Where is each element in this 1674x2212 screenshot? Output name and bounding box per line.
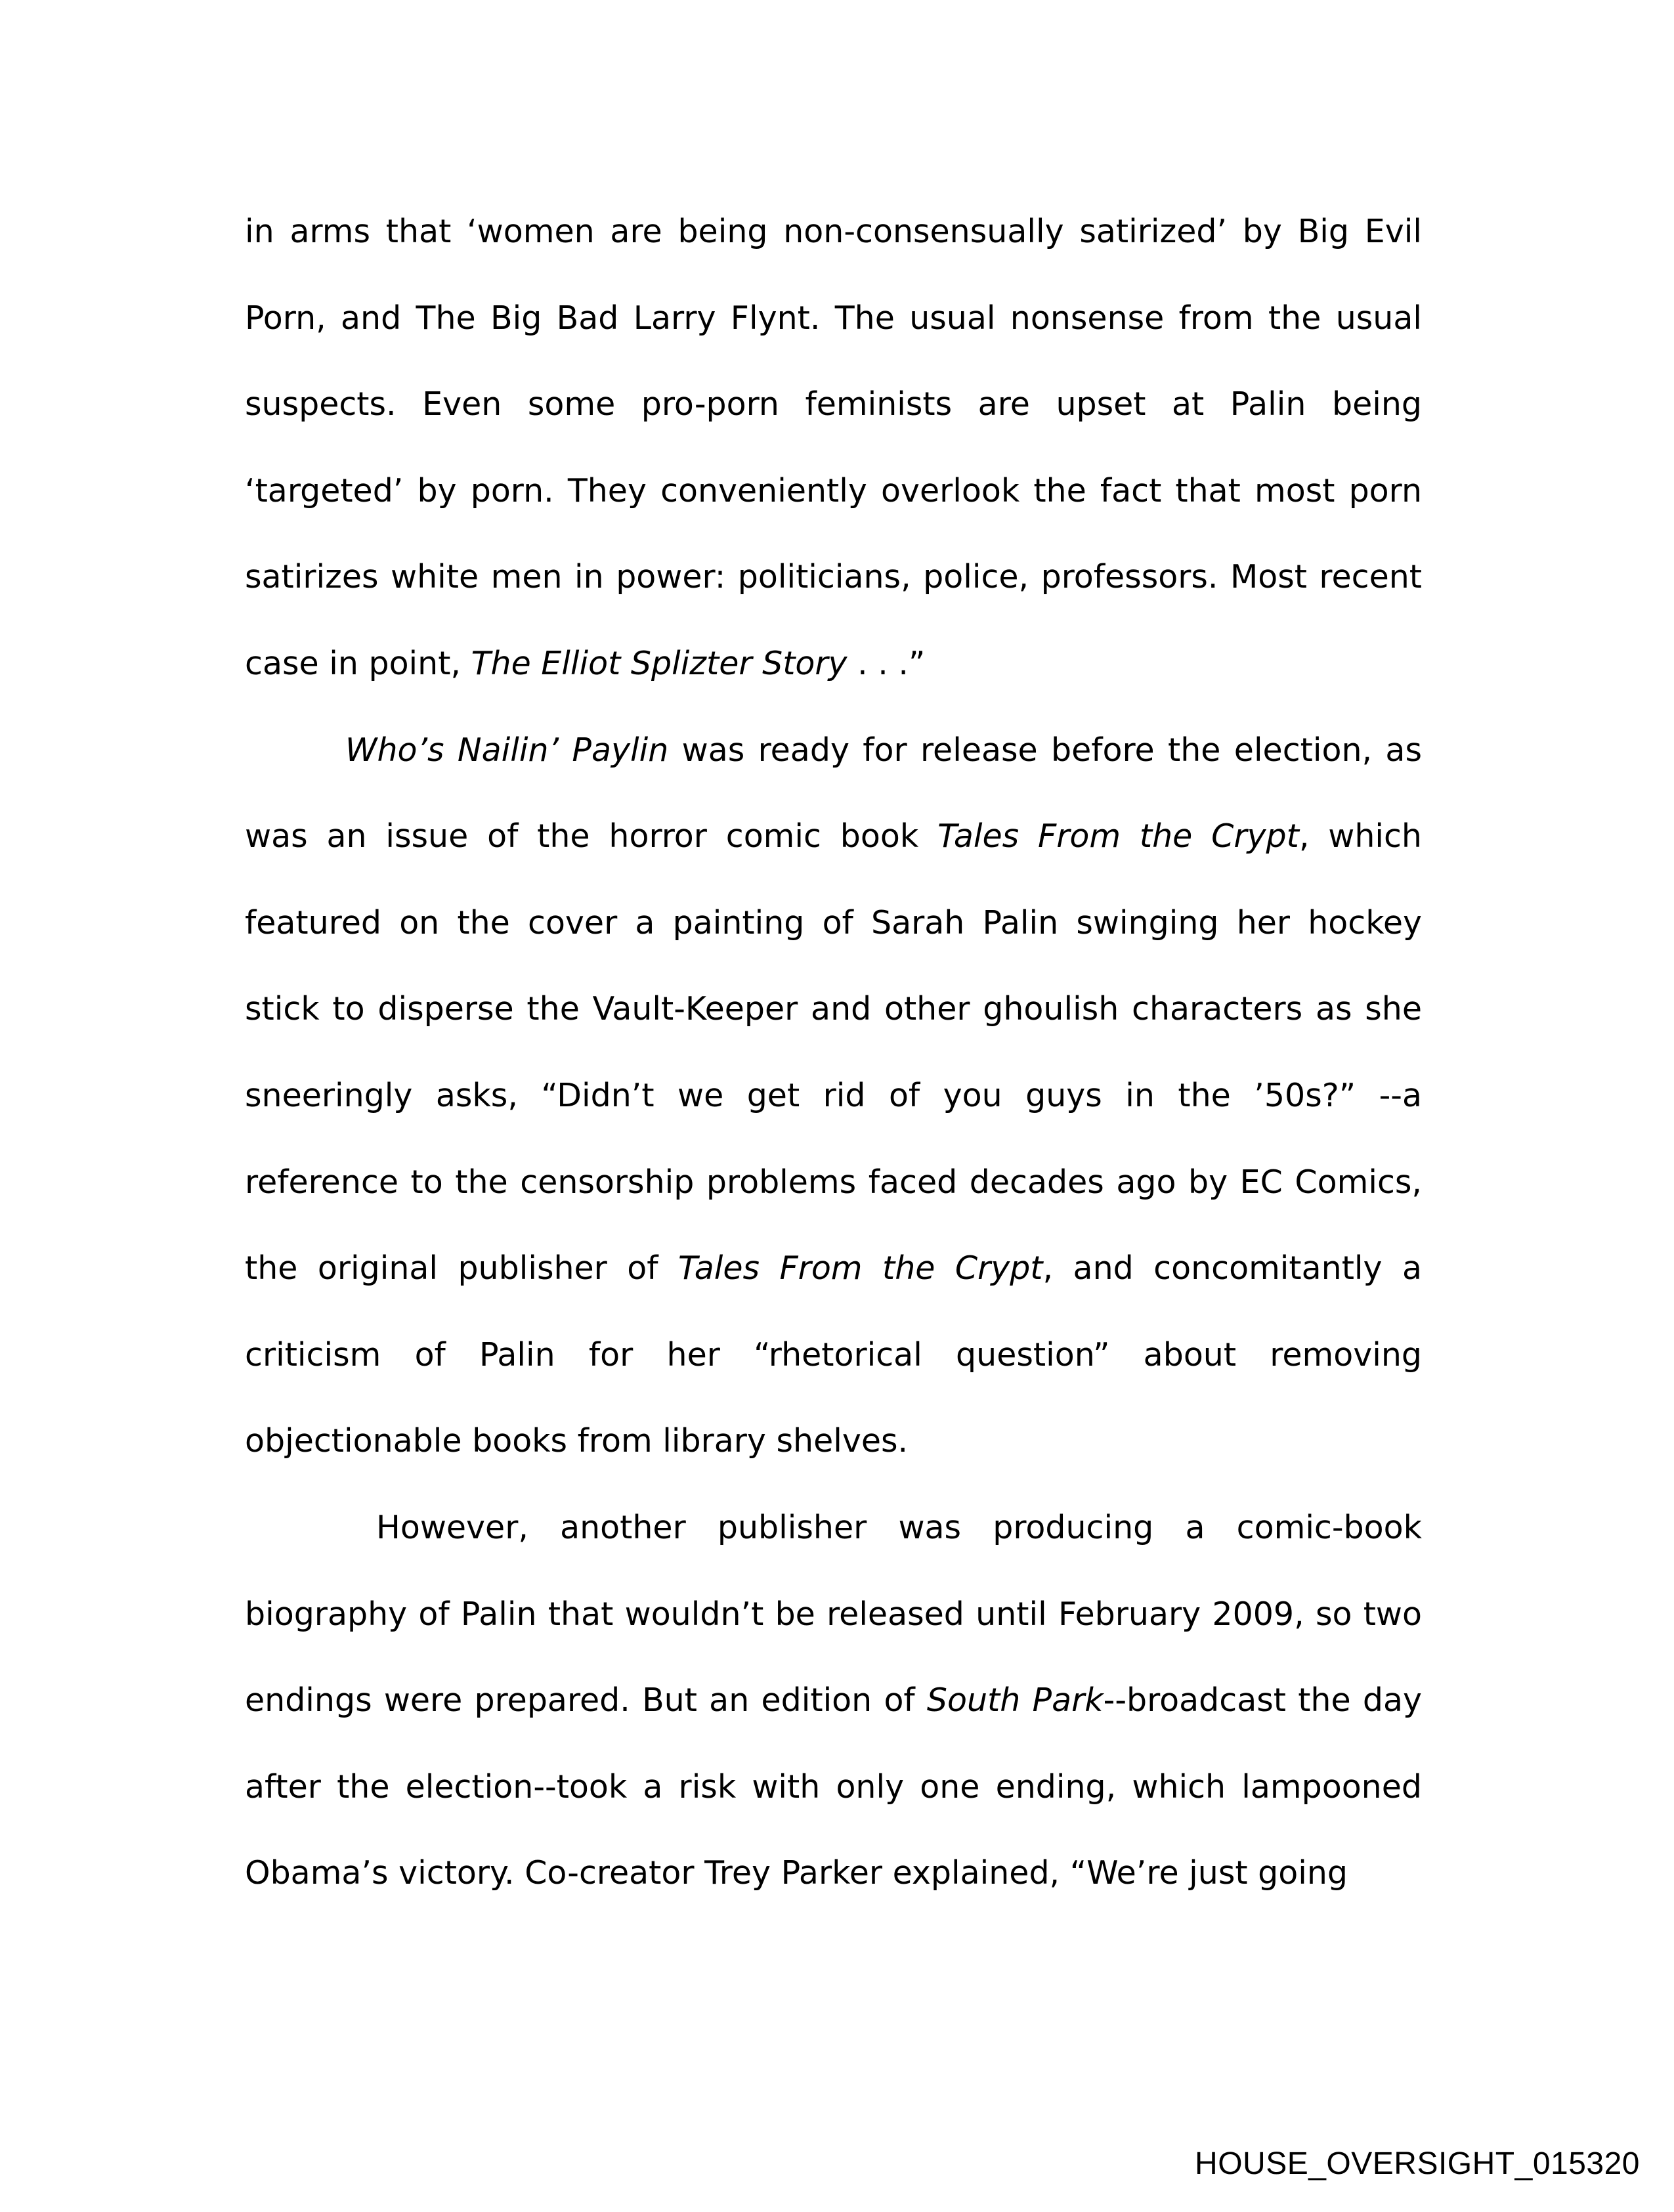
paragraph-south-park <box>245 1485 1422 1917</box>
text-run: . . .” <box>847 644 926 682</box>
italic-title: The Elliot Splizter Story <box>471 644 848 682</box>
bates-number: HOUSE_OVERSIGHT_015320 <box>1195 2146 1640 2181</box>
text-run: --broadcast the day after the election--took a risk with only one ending, which lampooned Obama’s victory. Co-creator Trey Parker explained, “We’re just going <box>245 1681 1422 1892</box>
text-run: in arms that ‘women are being non-consensually satirized’ by Big Evil Porn, and The Big Bad Larry Flynt. The usual nonsense from the usual suspects. Even some pro-porn feminists are upset at Palin being ‘targeted’ by porn. They conveniently overlook the fact that most porn satirizes white men in power: politicians, police, professors. Most recent case in point, <box>245 213 1422 682</box>
text-run: However, another publisher was producing a comic-book biography of Palin that wouldn’t be released until February 2009, so two endings were prepared. But an edition of <box>245 1508 1422 1720</box>
text-run: was ready for release before the election, as was an issue of the horror comic book <box>245 731 1422 856</box>
body-text <box>245 188 1422 1917</box>
text-run: , which featured on the cover a painting of Sarah Palin swinging her hockey stick to disperse the Vault-Keeper and other ghoulish characters as she sneeringly asks, “Didn’t we get rid of you guys in the ’50s?” --a reference to the censorship problems faced decades ago by EC Comics, the original publisher of <box>245 817 1422 1288</box>
text-run: , and concomitantly a criticism of Palin for her “rhetorical question” about removing objectionable books from library shelves. <box>245 1249 1423 1460</box>
italic-title: South Park <box>926 1681 1104 1720</box>
italic-title: Tales From the Crypt <box>937 817 1299 856</box>
paragraph-whos-nailin-paylin <box>245 707 1422 1485</box>
paragraph-continuation <box>245 188 1422 707</box>
italic-title: Tales From the Crypt <box>677 1249 1043 1288</box>
italic-title: Who’s Nailin’ Paylin <box>345 731 669 769</box>
